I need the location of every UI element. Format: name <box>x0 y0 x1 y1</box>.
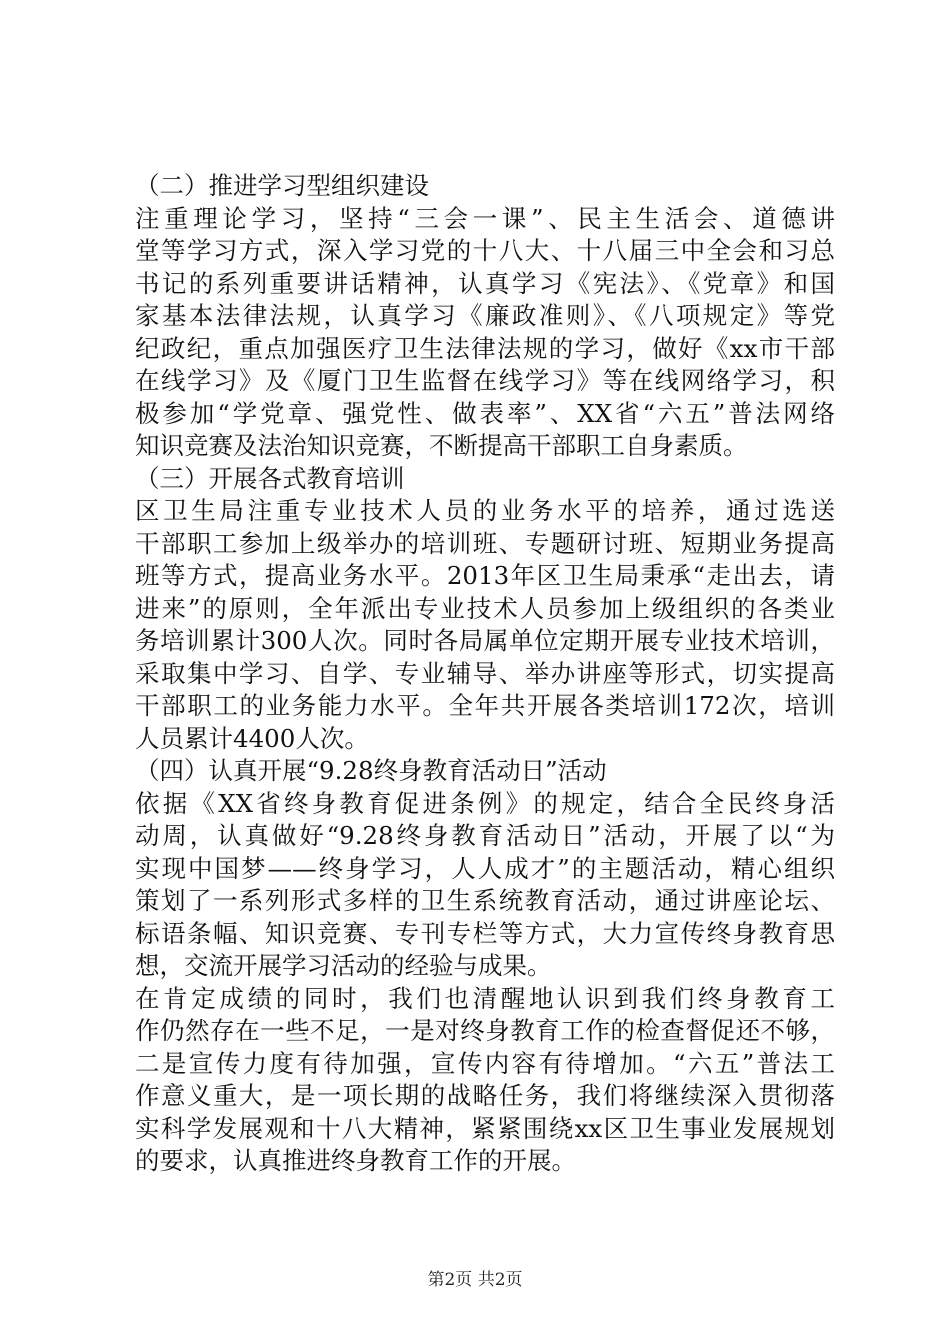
text-line: 作仍然存在一些不足，一是对终身教育工作的检查督促还不够， <box>135 1016 835 1045</box>
text-line: 知识竞赛及法治知识竞赛，不断提高干部职工自身素质。 <box>135 431 748 460</box>
text-line: 堂等学习方式，深入学习党的十八大、十八届三中全会和习总 <box>135 236 835 265</box>
section-heading: （三）开展各式教育培训 <box>135 463 405 493</box>
text-line: 干部职工的业务能力水平。全年共开展各类培训172次，培训 <box>135 691 835 720</box>
text-line: 进来”的原则，全年派出专业技术人员参加上级组织的各类业 <box>135 593 835 623</box>
text-line: 家基本法律法规，认真学习《廉政准则》、《八项规定》等党 <box>135 301 835 330</box>
text-line: 依据《XX省终身教育促进条例》的规定，结合全民终身活 <box>135 788 835 818</box>
text-line: 在肯定成绩的同时，我们也清醒地认识到我们终身教育工 <box>135 983 835 1013</box>
text-line: 在线学习》及《厦门卫生监督在线学习》等在线网络学习，积 <box>135 366 835 395</box>
text-line: 注重理论学习，坚持“三会一课”、民主生活会、道德讲 <box>135 203 835 233</box>
section-heading: （四）认真开展“9.28终身教育活动日”活动 <box>135 756 607 785</box>
text-line: 实科学发展观和十八大精神，紧紧围绕xx区卫生事业发展规划 <box>135 1113 835 1143</box>
section-heading: （二）推进学习型组织建设 <box>135 171 429 200</box>
text-line: 人员累计4400人次。 <box>135 723 369 753</box>
text-line: 干部职工参加上级举办的培训班、专题研讨班、短期业务提高 <box>135 528 835 558</box>
text-line: 动周，认真做好“9.28终身教育活动日”活动，开展了以“为 <box>135 821 835 850</box>
text-line: 班等方式，提高业务水平。2013年区卫生局秉承“走出去，请 <box>135 561 835 590</box>
text-line: 区卫生局注重专业技术人员的业务水平的培养，通过选送 <box>135 496 835 525</box>
document-body <box>135 170 835 1178</box>
text-line: 实现中国梦——终身学习，人人成才”的主题活动，精心组织 <box>135 853 835 883</box>
text-line: 的要求，认真推进终身教育工作的开展。 <box>135 1146 576 1175</box>
text-line: 采取集中学习、自学、专业辅导、举办讲座等形式，切实提高 <box>135 658 835 688</box>
text-line: 标语条幅、知识竞赛、专刊专栏等方式，大力宣传终身教育思 <box>135 918 835 948</box>
text-line: 策划了一系列形式多样的卫生系统教育活动，通过讲座论坛、 <box>135 886 835 915</box>
page-footer: 第2页 共2页 <box>427 1270 523 1290</box>
text-line: 作意义重大，是一项长期的战略任务，我们将继续深入贯彻落 <box>135 1081 835 1110</box>
text-line: 极参加“学党章、强党性、做表率”、XX省“六五”普法网络 <box>135 398 835 428</box>
text-line: 想，交流开展学习活动的经验与成果。 <box>135 951 552 980</box>
text-line: 书记的系列重要讲话精神，认真学习《宪法》、《党章》和国 <box>135 268 835 298</box>
text-line: 纪政纪，重点加强医疗卫生法律法规的学习，做好《xx市干部 <box>135 333 835 363</box>
text-line: 务培训累计300人次。同时各局属单位定期开展专业技术培训， <box>135 626 835 655</box>
text-line: 二是宣传力度有待加强，宣传内容有待增加。“六五”普法工 <box>135 1048 835 1078</box>
